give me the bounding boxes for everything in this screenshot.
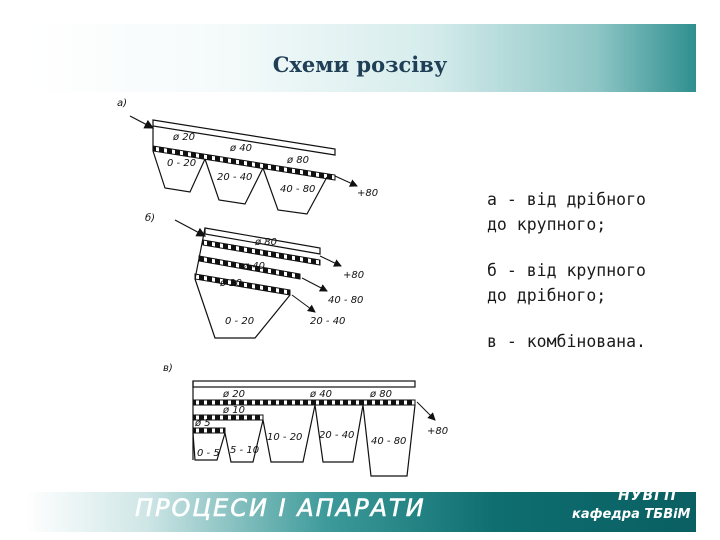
scheme-c: [163, 363, 448, 476]
scheme-b: [145, 212, 364, 338]
sieve-label: ø 20: [220, 278, 243, 289]
oversize-label: +80: [427, 426, 449, 437]
output-label: +80: [343, 270, 365, 281]
sieve-label: ø 40: [230, 143, 253, 154]
sieve-label: ø 10: [223, 405, 246, 416]
scheme-b-label: б): [145, 213, 156, 224]
feed-arrow: [130, 116, 153, 128]
fraction-label: 40 - 80: [280, 184, 316, 195]
legend-scheme-b: [487, 258, 646, 308]
legend-text: а - від дрібного: [487, 190, 646, 209]
legend-scheme-c: [487, 329, 646, 354]
sieve-label: ø 40: [310, 389, 333, 400]
output-label: 20 - 40: [310, 316, 346, 327]
fraction-label: 20 - 40: [217, 172, 253, 183]
screen-deck: [193, 381, 415, 387]
scheme-c-label: в): [163, 363, 173, 374]
screen-mesh: [195, 274, 290, 295]
slide-title: Схеми розсіву: [272, 52, 448, 77]
department-name: кафедра ТБВіМ: [572, 507, 691, 522]
fraction-label: 0 - 5: [197, 448, 220, 459]
sieve-label: ø 80: [287, 155, 310, 166]
fraction-label: 10 - 20: [267, 432, 303, 443]
legend-scheme-a: [487, 187, 646, 237]
fraction-label: 20 - 40: [319, 430, 355, 441]
legend-text: б - від крупного: [487, 261, 646, 280]
sieve-label: ø 80: [255, 237, 278, 248]
sieve-label: ø 40: [243, 261, 266, 272]
screening-schemes-diagram: [95, 88, 460, 490]
fraction-label: 40 - 80: [371, 436, 407, 447]
course-title: ПРОЦЕСИ І АПАРАТИ: [135, 494, 426, 522]
sieve-label: ø 20: [173, 132, 196, 143]
legend-text: в - комбінована.: [487, 332, 646, 351]
output-label: 40 - 80: [328, 295, 364, 306]
scheme-a-label: а): [117, 98, 128, 109]
scheme-a: [117, 98, 378, 214]
fraction-label: 5 - 10: [230, 445, 260, 456]
fraction-label: 0 - 20: [167, 158, 197, 169]
sieve-label: ø 5: [195, 418, 211, 429]
sieve-label: ø 20: [223, 389, 246, 400]
fraction-label: 0 - 20: [225, 316, 255, 327]
sieve-label: ø 80: [370, 389, 393, 400]
legend-text: до крупного;: [487, 215, 607, 234]
oversize-label: +80: [357, 188, 379, 199]
feed-arrow: [175, 220, 205, 236]
legend-text: до дрібного;: [487, 286, 607, 305]
university-logo-text: НУВГП: [618, 488, 677, 504]
